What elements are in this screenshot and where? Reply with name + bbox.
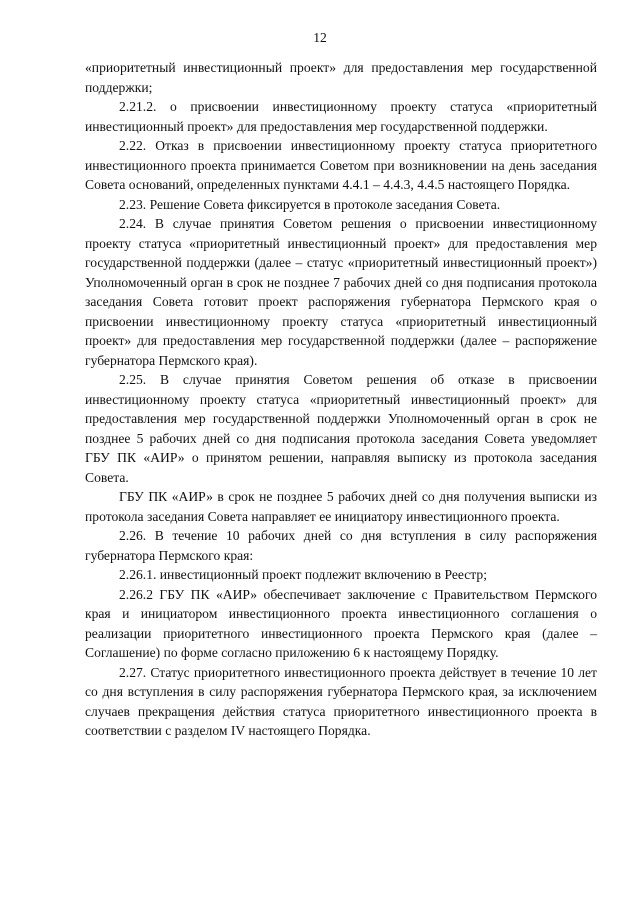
- page-number: 12: [313, 30, 327, 45]
- paragraph-2-24: 2.24. В случае принятия Советом решения о присвоении инвестиционному проекту статуса «приоритетный инвестиционный проект» для предоставления мер государственной поддержки (далее – статус «приоритетный инвестиционный проект») Уполномоченный орган в срок не позднее 7 рабочих дней со дня подписания протокола заседания Совета готовит проект распоряжения губернатора Пермского края о присвоении инвестиционному проекту статуса «приоритетный инвестиционный проект» для предоставления мер государственной поддержки (далее – распоряжение губернатора Пермского края).: [85, 216, 597, 368]
- paragraph-2-27: 2.27. Статус приоритетного инвестиционного проекта действует в течение 10 лет со дня вступления в силу распоряжения губернатора Пермского края, за исключением случаев прекращения действия статуса приоритетного инвестиционного проекта в соответствии с разделом IV настоящего Порядка.: [85, 664, 597, 738]
- paragraph-2-25: 2.25. В случае принятия Советом решения об отказе в присвоении инвестиционному проекту статуса «приоритетный инвестиционный проект» для предоставления мер государственной поддержки Уполномоченный орган в срок не позднее 5 рабочих дней со дня подписания протокола заседания Совета уведомляет ГБУ ПК «АИР» о принятом решении, направляя выписку из протокола заседания Совета.: [85, 372, 597, 485]
- document-body: [85, 58, 597, 741]
- paragraph-2-22: 2.22. Отказ в присвоении инвестиционному проекту статуса приоритетного инвестиционного проекта принимается Советом при возникновении на день заседания Совета оснований, определенных пунктами 4.4.1 – 4.4.3, 4.4.5 настоящего Порядка.: [85, 138, 597, 192]
- paragraph-2-26-1: 2.26.1. инвестиционный проект подлежит включению в Реестр;: [119, 567, 487, 582]
- paragraph-2-26: 2.26. В течение 10 рабочих дней со дня вступления в силу распоряжения губернатора Пермского края:: [85, 528, 597, 563]
- paragraph-2-26-2: 2.26.2 ГБУ ПК «АИР» обеспечивает заключение с Правительством Пермского края и инициатором инвестиционного проекта инвестиционного соглашения о реализации приоритетного инвестиционного проекта Пермского края (далее – Соглашение) по форме согласно приложению 6 к настоящему Порядку.: [85, 586, 597, 660]
- paragraph-2-21-2: 2.21.2. о присвоении инвестиционному проекту статуса «приоритетный инвестиционный проект» для предоставления мер государственной поддержки.: [85, 99, 597, 134]
- paragraph-2-23: 2.23. Решение Совета фиксируется в протоколе заседания Совета.: [119, 196, 501, 212]
- paragraph-2-25-notice: ГБУ ПК «АИР» в срок не позднее 5 рабочих дней со дня получения выписки из протокола заседания Совета направляет ее инициатору инвестиционного проекта.: [85, 489, 597, 524]
- paragraph-continuation: «приоритетный инвестиционный проект» для предоставления мер государственной поддержки;: [85, 60, 597, 95]
